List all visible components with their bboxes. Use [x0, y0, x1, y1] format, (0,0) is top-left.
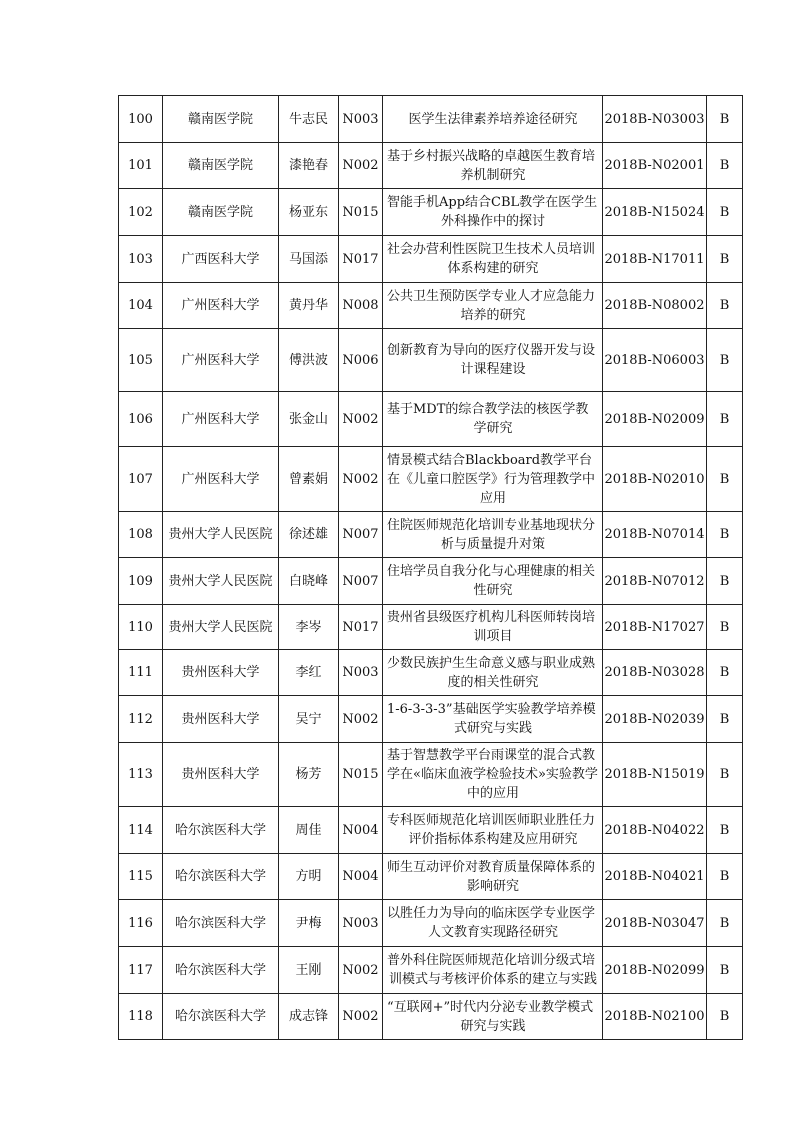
category-code-cell: N002	[339, 994, 383, 1040]
leader-cell: 牛志民	[279, 96, 339, 143]
category-code-cell: N017	[339, 236, 383, 283]
leader-cell: 李岑	[279, 605, 339, 650]
school-cell: 广西医科大学	[163, 236, 279, 283]
category-code-cell: N003	[339, 96, 383, 143]
project-id-cell: 2018B-N02001	[603, 143, 707, 189]
project-id-cell: 2018B-N04021	[603, 854, 707, 900]
project-title-cell: 住培学员自我分化与心理健康的相关性研究	[383, 558, 603, 605]
category-code-cell: N015	[339, 743, 383, 807]
project-id-cell: 2018B-N08002	[603, 283, 707, 329]
grade-cell: B	[707, 854, 743, 900]
category-code-cell: N003	[339, 650, 383, 696]
table-row	[119, 447, 743, 512]
project-title-cell: 基于乡村振兴战略的卓越医生教育培养机制研究	[383, 143, 603, 189]
leader-cell: 张金山	[279, 392, 339, 447]
school-cell: 广州医科大学	[163, 392, 279, 447]
table-row	[119, 947, 743, 994]
leader-cell: 白晓峰	[279, 558, 339, 605]
category-code-cell: N017	[339, 605, 383, 650]
table-row	[119, 854, 743, 900]
project-title-cell: 少数民族护生生命意义感与职业成熟度的相关性研究	[383, 650, 603, 696]
grade-cell: B	[707, 696, 743, 743]
project-table	[118, 95, 743, 1040]
project-title-cell: 普外科住院医师规范化培训分级式培训模式与考核评价体系的建立与实践	[383, 947, 603, 994]
school-cell: 贵州医科大学	[163, 650, 279, 696]
leader-cell: 傅洪波	[279, 329, 339, 392]
category-code-cell: N002	[339, 392, 383, 447]
category-code-cell: N002	[339, 696, 383, 743]
grade-cell: B	[707, 743, 743, 807]
school-cell: 贵州医科大学	[163, 696, 279, 743]
row-number-cell: 103	[119, 236, 163, 283]
project-id-cell: 2018B-N02009	[603, 392, 707, 447]
project-title-cell: 情景模式结合Blackboard教学平台在《儿童口腔医学》行为管理教学中应用	[383, 447, 603, 512]
school-cell: 贵州大学人民医院	[163, 512, 279, 558]
project-title-cell: 住院医师规范化培训专业基地现状分析与质量提升对策	[383, 512, 603, 558]
project-title-cell: “互联网+”时代内分泌专业教学模式研究与实践	[383, 994, 603, 1040]
leader-cell: 尹梅	[279, 900, 339, 947]
table-row	[119, 143, 743, 189]
table-row	[119, 512, 743, 558]
grade-cell: B	[707, 807, 743, 854]
grade-cell: B	[707, 994, 743, 1040]
project-title-cell: 医学生法律素养培养途径研究	[383, 96, 603, 143]
project-id-cell: 2018B-N03047	[603, 900, 707, 947]
leader-cell: 李红	[279, 650, 339, 696]
leader-cell: 周佳	[279, 807, 339, 854]
leader-cell: 黄丹华	[279, 283, 339, 329]
table-row	[119, 807, 743, 854]
row-number-cell: 108	[119, 512, 163, 558]
project-id-cell: 2018B-N07012	[603, 558, 707, 605]
grade-cell: B	[707, 605, 743, 650]
table-row	[119, 283, 743, 329]
school-cell: 广州医科大学	[163, 283, 279, 329]
row-number-cell: 101	[119, 143, 163, 189]
school-cell: 哈尔滨医科大学	[163, 994, 279, 1040]
category-code-cell: N004	[339, 807, 383, 854]
table-row	[119, 236, 743, 283]
leader-cell: 成志锋	[279, 994, 339, 1040]
school-cell: 哈尔滨医科大学	[163, 854, 279, 900]
row-number-cell: 116	[119, 900, 163, 947]
row-number-cell: 105	[119, 329, 163, 392]
table-row	[119, 329, 743, 392]
category-code-cell: N015	[339, 189, 383, 236]
category-code-cell: N007	[339, 512, 383, 558]
leader-cell: 曾素娟	[279, 447, 339, 512]
row-number-cell: 100	[119, 96, 163, 143]
table-row	[119, 994, 743, 1040]
project-title-cell: 社会办营利性医院卫生技术人员培训体系构建的研究	[383, 236, 603, 283]
table-row	[119, 743, 743, 807]
project-title-cell: 以胜任力为导向的临床医学专业医学人文教育实现路径研究	[383, 900, 603, 947]
grade-cell: B	[707, 512, 743, 558]
school-cell: 赣南医学院	[163, 189, 279, 236]
project-id-cell: 2018B-N06003	[603, 329, 707, 392]
project-title-cell: 1-6-3-3-3”基础医学实验教学培养模式研究与实践	[383, 696, 603, 743]
school-cell: 广州医科大学	[163, 447, 279, 512]
category-code-cell: N003	[339, 900, 383, 947]
table-row	[119, 900, 743, 947]
project-title-cell: 师生互动评价对教育质量保障体系的影响研究	[383, 854, 603, 900]
row-number-cell: 118	[119, 994, 163, 1040]
project-id-cell: 2018B-N17027	[603, 605, 707, 650]
table-row	[119, 650, 743, 696]
row-number-cell: 102	[119, 189, 163, 236]
leader-cell: 吴宁	[279, 696, 339, 743]
category-code-cell: N006	[339, 329, 383, 392]
leader-cell: 杨亚东	[279, 189, 339, 236]
school-cell: 哈尔滨医科大学	[163, 900, 279, 947]
row-number-cell: 112	[119, 696, 163, 743]
grade-cell: B	[707, 650, 743, 696]
project-title-cell: 公共卫生预防医学专业人才应急能力培养的研究	[383, 283, 603, 329]
grade-cell: B	[707, 143, 743, 189]
grade-cell: B	[707, 900, 743, 947]
school-cell: 贵州大学人民医院	[163, 605, 279, 650]
project-id-cell: 2018B-N03028	[603, 650, 707, 696]
grade-cell: B	[707, 236, 743, 283]
school-cell: 贵州大学人民医院	[163, 558, 279, 605]
grade-cell: B	[707, 947, 743, 994]
row-number-cell: 107	[119, 447, 163, 512]
grade-cell: B	[707, 329, 743, 392]
table-row	[119, 96, 743, 143]
row-number-cell: 111	[119, 650, 163, 696]
grade-cell: B	[707, 189, 743, 236]
project-title-cell: 创新教育为导向的医疗仪器开发与设计课程建设	[383, 329, 603, 392]
category-code-cell: N008	[339, 283, 383, 329]
project-id-cell: 2018B-N03003	[603, 96, 707, 143]
school-cell: 赣南医学院	[163, 96, 279, 143]
table-row	[119, 189, 743, 236]
school-cell: 赣南医学院	[163, 143, 279, 189]
project-id-cell: 2018B-N02039	[603, 696, 707, 743]
grade-cell: B	[707, 392, 743, 447]
project-title-cell: 贵州省县级医疗机构儿科医师转岗培训项目	[383, 605, 603, 650]
leader-cell: 马国添	[279, 236, 339, 283]
category-code-cell: N007	[339, 558, 383, 605]
project-id-cell: 2018B-N02010	[603, 447, 707, 512]
project-id-cell: 2018B-N17011	[603, 236, 707, 283]
grade-cell: B	[707, 283, 743, 329]
category-code-cell: N002	[339, 143, 383, 189]
category-code-cell: N002	[339, 947, 383, 994]
table-row	[119, 605, 743, 650]
school-cell: 贵州医科大学	[163, 743, 279, 807]
project-title-cell: 专科医师规范化培训医师职业胜任力评价指标体系构建及应用研究	[383, 807, 603, 854]
row-number-cell: 110	[119, 605, 163, 650]
project-id-cell: 2018B-N02099	[603, 947, 707, 994]
project-title-cell: 基于智慧教学平台雨课堂的混合式教学在«临床血液学检验技术»实验教学中的应用	[383, 743, 603, 807]
leader-cell: 王刚	[279, 947, 339, 994]
row-number-cell: 106	[119, 392, 163, 447]
category-code-cell: N004	[339, 854, 383, 900]
project-id-cell: 2018B-N02100	[603, 994, 707, 1040]
project-title-cell: 智能手机App结合CBL教学在医学生外科操作中的探讨	[383, 189, 603, 236]
row-number-cell: 117	[119, 947, 163, 994]
category-code-cell: N002	[339, 447, 383, 512]
project-table-body	[119, 96, 743, 1040]
leader-cell: 杨芳	[279, 743, 339, 807]
row-number-cell: 115	[119, 854, 163, 900]
row-number-cell: 113	[119, 743, 163, 807]
leader-cell: 徐述雄	[279, 512, 339, 558]
row-number-cell: 109	[119, 558, 163, 605]
project-id-cell: 2018B-N15019	[603, 743, 707, 807]
row-number-cell: 104	[119, 283, 163, 329]
leader-cell: 漆艳春	[279, 143, 339, 189]
table-row	[119, 696, 743, 743]
project-id-cell: 2018B-N15024	[603, 189, 707, 236]
table-row	[119, 558, 743, 605]
grade-cell: B	[707, 96, 743, 143]
project-id-cell: 2018B-N04022	[603, 807, 707, 854]
row-number-cell: 114	[119, 807, 163, 854]
project-id-cell: 2018B-N07014	[603, 512, 707, 558]
grade-cell: B	[707, 558, 743, 605]
school-cell: 广州医科大学	[163, 329, 279, 392]
project-title-cell: 基于MDT的综合教学法的核医学教学研究	[383, 392, 603, 447]
school-cell: 哈尔滨医科大学	[163, 807, 279, 854]
school-cell: 哈尔滨医科大学	[163, 947, 279, 994]
leader-cell: 方明	[279, 854, 339, 900]
table-row	[119, 392, 743, 447]
grade-cell: B	[707, 447, 743, 512]
